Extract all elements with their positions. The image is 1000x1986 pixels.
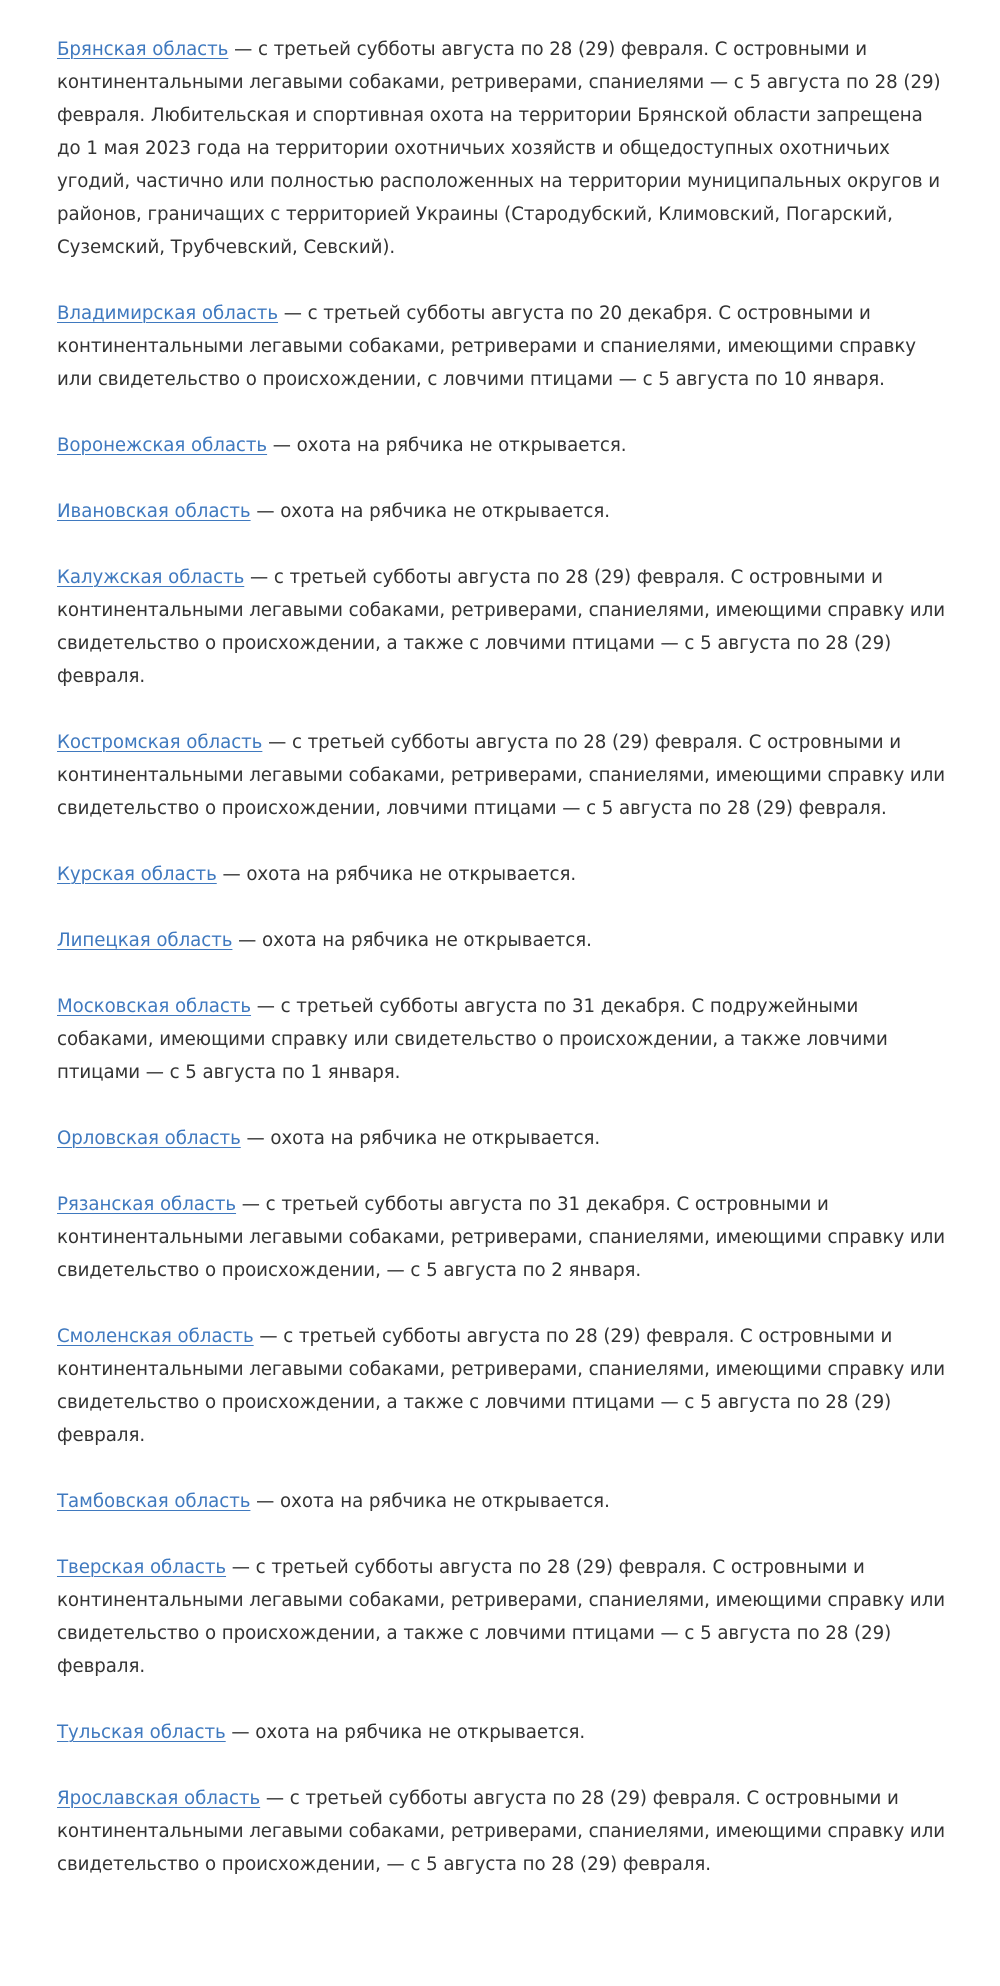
region-link-bryansk[interactable]: Брянская область: [57, 39, 229, 60]
region-entry-tambov: [57, 1485, 947, 1518]
region-entry-ivanovo: [57, 495, 947, 528]
region-description: — охота на рябчика не открывается.: [225, 1722, 586, 1743]
region-link-tambov[interactable]: Тамбовская область: [57, 1491, 251, 1512]
region-list: [57, 33, 947, 1914]
region-link-tula[interactable]: Тульская область: [57, 1722, 226, 1743]
region-description: — охота на рябчика не открывается.: [267, 435, 627, 456]
region-entry-kaluga: [57, 561, 947, 693]
region-description: — охота на рябчика не открывается.: [216, 864, 577, 885]
region-description: — с третьей субботы августа по 31 декабря. С островными и континентальными легавыми собаками, ретриверами, спаниелями, имеющими справку или свидетельство о происхождении, — с 5 августа по 2 января.: [57, 1194, 946, 1281]
region-link-smolensk[interactable]: Смоленская область: [57, 1326, 254, 1347]
region-description: — охота на рябчика не открывается.: [232, 930, 592, 951]
region-description: — с третьей субботы августа по 20 декабря. С островными и континентальными легавыми собаками, ретриверами и спаниелями, имеющими справку или свидетельство о происхождении, с ловчими птицами — с 5 августа по 10 января.: [57, 303, 916, 390]
region-link-oryol[interactable]: Орловская область: [57, 1128, 241, 1149]
region-entry-bryansk: [57, 33, 947, 264]
region-description: — с третьей субботы августа по 28 (29) февраля. С островными и континентальными легавыми собаками, ретриверами, спаниелями, имеющими справку или свидетельство о происхождении, а также с ловчими птицами — с 5 августа по 28 (29) февраля.: [57, 567, 946, 687]
region-entry-yaroslavl: [57, 1782, 947, 1881]
region-link-vladimir[interactable]: Владимирская область: [57, 303, 279, 324]
region-entry-oryol: [57, 1122, 947, 1155]
region-description: — с третьей субботы августа по 28 (29) февраля. С островными и континентальными легавыми собаками, ретриверами, спаниелями, имеющими справку или свидетельство о происхождении, а также с ловчими птицами — с 5 августа по 28 (29) февраля.: [57, 1557, 946, 1677]
region-entry-lipetsk: [57, 924, 947, 957]
region-entry-moscow: [57, 990, 947, 1089]
region-description: — с третьей субботы августа по 31 декабря. С подружейными собаками, имеющими справку или свидетельство о происхождении, а также ловчими птицами — с 5 августа по 1 января.: [57, 996, 888, 1083]
region-description: — охота на рябчика не открывается.: [250, 501, 610, 522]
region-link-tver[interactable]: Тверская область: [57, 1557, 227, 1578]
region-entry-tver: [57, 1551, 947, 1683]
region-link-kostroma[interactable]: Костромская область: [57, 732, 263, 753]
region-description: — с третьей субботы августа по 28 (29) февраля. С островными и континентальными легавыми собаками, ретриверами, спаниелями — с 5 августа по 28 (29) февраля. Любительская и спортивная охота на территории Брянской области запрещена до 1 мая 2023 года на территории охотничьих хозяйств и общедоступных охотничьих угодий, частично или полностью расположенных на территории муниципальных округов и районов, граничащих с территорией Украины (Стародубский, Климовский, Погарский, Суземский, Трубчевский, Севский).: [57, 39, 941, 258]
region-description: — с третьей субботы августа по 28 (29) февраля. С островными и континентальными легавыми собаками, ретриверами, спаниелями, имеющими справку или свидетельство о происхождении, ловчими птицами — с 5 августа по 28 (29) февраля.: [57, 732, 946, 819]
region-link-kursk[interactable]: Курская область: [57, 864, 217, 885]
region-description: — охота на рябчика не открывается.: [250, 1491, 610, 1512]
region-link-moscow[interactable]: Московская область: [57, 996, 252, 1017]
region-entry-tula: [57, 1716, 947, 1749]
region-entry-vladimir: [57, 297, 947, 396]
region-entry-smolensk: [57, 1320, 947, 1452]
region-link-kaluga[interactable]: Калужская область: [57, 567, 245, 588]
region-link-lipetsk[interactable]: Липецкая область: [57, 930, 233, 951]
region-link-ivanovo[interactable]: Ивановская область: [57, 501, 251, 522]
region-entry-kostroma: [57, 726, 947, 825]
region-entry-kursk: [57, 858, 947, 891]
region-link-voronezh[interactable]: Воронежская область: [57, 435, 268, 456]
region-entry-voronezh: [57, 429, 947, 462]
region-description: — с третьей субботы августа по 28 (29) февраля. С островными и континентальными легавыми собаками, ретриверами, спаниелями, имеющими справку или свидетельство о происхождении, а также с ловчими птицами — с 5 августа по 28 (29) февраля.: [57, 1326, 946, 1446]
region-link-ryazan[interactable]: Рязанская область: [57, 1194, 237, 1215]
region-entry-ryazan: [57, 1188, 947, 1287]
region-description: — охота на рябчика не открывается.: [240, 1128, 601, 1149]
region-link-yaroslavl[interactable]: Ярославская область: [57, 1788, 261, 1809]
region-description: — с третьей субботы августа по 28 (29) февраля. С островными и континентальными легавыми собаками, ретриверами, спаниелями, имеющими справку или свидетельство о происхождении, — с 5 августа по 28 (29) февраля.: [57, 1788, 946, 1875]
